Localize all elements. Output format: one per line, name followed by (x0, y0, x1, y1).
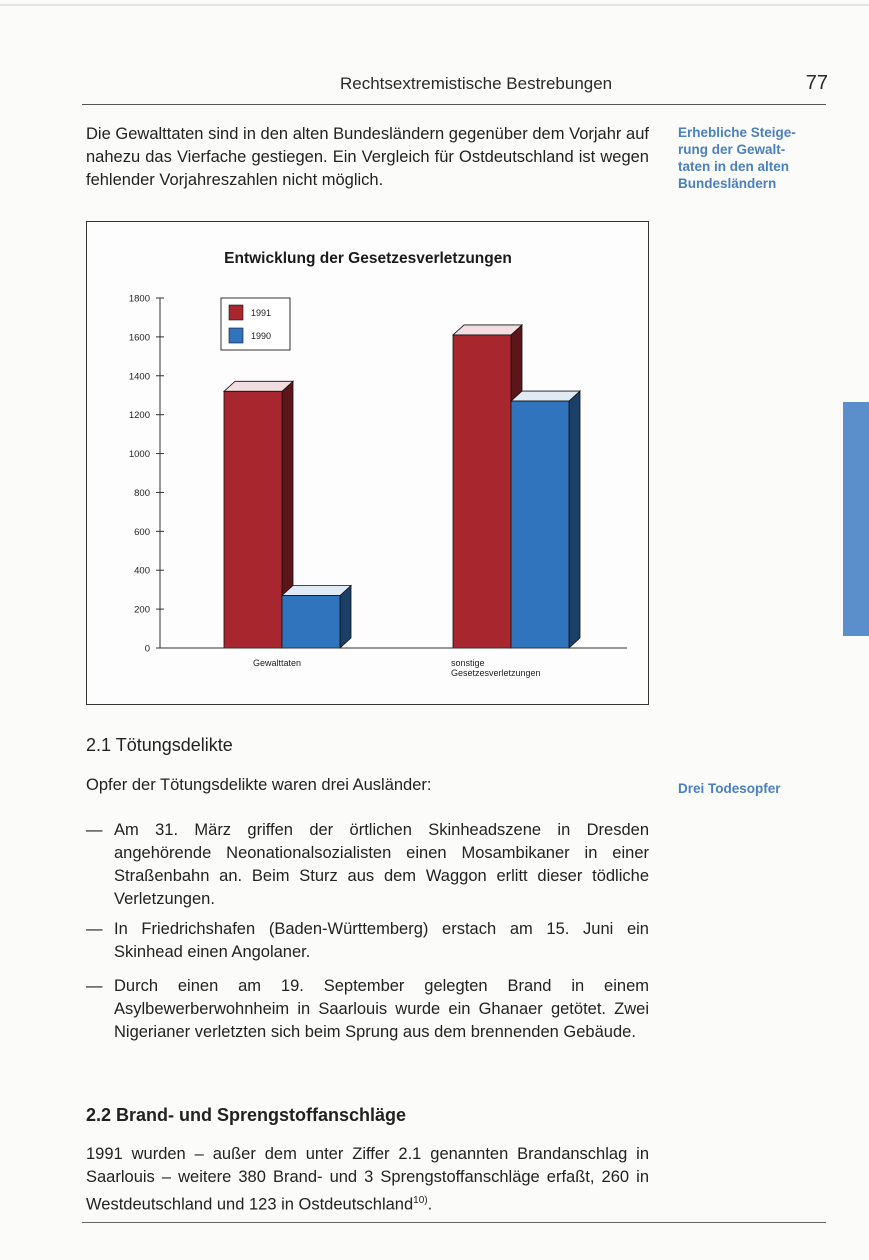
section-2-1-intro: Opfer der Tötungsdelikte waren drei Ausländer: (86, 776, 432, 794)
x-category-label: sonstige (451, 658, 485, 668)
chart-frame (86, 221, 649, 705)
y-tick-label: 1400 (128, 371, 150, 383)
intro-paragraph: Die Gewalttaten sind in den alten Bundesländern gegenüber dem Vorjahr auf nahezu das Vierfache gestiegen. Ein Vergleich für Ostdeutschland ist wegen fehlender Vorjahreszahlen nicht möglich. (86, 125, 649, 189)
end-punctuation: . (427, 1195, 433, 1214)
page-edge-tab (843, 402, 869, 636)
list-item (86, 918, 649, 964)
bars-group (224, 325, 580, 648)
list-item-text: Am 31. März griffen der örtlichen Skinheadszene in Dresden angehörende Neonationalsozialisten einen Mosambikaner in einer Straßenbahn an. Beim Sturz aus dem Waggon erlitt dieser tödliche Verletzungen. (114, 821, 649, 908)
list-dash: — (86, 920, 103, 938)
x-category-label: Gewalttaten (252, 658, 302, 668)
x-category-label: Gesetzesverletzungen (451, 668, 541, 678)
list-item (86, 975, 649, 1067)
list-item-text: Durch einen am 19. September gelegten Brand in einem Asylbewerberwohnheim in Saarlouis wurde ein Ghanaer getötet. Zwei Nigerianer verletzten sich beim Sprung aus dem brennenden Gebäude. (114, 977, 649, 1041)
list-dash: — (86, 821, 103, 839)
section-2-2-paragraph (86, 1143, 649, 1217)
legend-swatch-1991 (229, 305, 243, 320)
bar-top-1990 (511, 391, 580, 401)
list-item (86, 819, 649, 911)
margin-note-line: Erhebliche Steige- (678, 125, 796, 140)
bar-top-1990 (282, 586, 351, 596)
bar-1990 (511, 401, 569, 648)
y-tick-label: 200 (134, 604, 150, 616)
legend-label: 1991 (251, 308, 272, 318)
footer-rule (82, 1222, 826, 1223)
bar-top-1991 (224, 381, 293, 391)
y-axis (129, 294, 164, 655)
header-rule (82, 104, 826, 105)
list-dash: — (86, 977, 103, 995)
margin-note-line: rung der Gewalt- (678, 142, 786, 157)
margin-note-line: Bundesländern (678, 176, 777, 191)
legend-swatch-1990 (229, 328, 243, 343)
top-edge-rule (0, 4, 869, 6)
footnote-marker: 10) (413, 1195, 428, 1206)
y-tick-label: 1800 (128, 293, 150, 305)
bar-1991 (453, 335, 511, 648)
y-tick-label: 800 (134, 487, 150, 499)
bar-side-1990 (569, 391, 580, 648)
section-heading-2-2: 2.2 Brand- und Sprengstoffanschläge (86, 1105, 407, 1125)
margin-note-increase (678, 124, 838, 192)
margin-note-line: taten in den alten (678, 159, 790, 174)
running-header-title: Rechtsextremistische Bestrebungen (340, 74, 613, 93)
page-number: 77 (805, 72, 828, 94)
y-tick-label: 1200 (128, 410, 150, 422)
bar-1990 (282, 596, 340, 649)
y-tick-label: 400 (134, 565, 150, 577)
margin-note-victims: Drei Todesopfer (678, 781, 781, 796)
x-axis (160, 648, 627, 678)
y-tick-label: 0 (144, 643, 150, 655)
chart-legend (221, 298, 290, 350)
y-tick-label: 1000 (128, 449, 150, 461)
bar-1991 (224, 391, 282, 648)
legend-label: 1990 (251, 331, 272, 341)
bar-side-1990 (340, 586, 351, 649)
y-tick-label: 1600 (128, 332, 150, 344)
bar-chart (87, 222, 647, 703)
chart-title: Entwicklung der Gesetzesverletzungen (224, 250, 512, 267)
bar-top-1991 (453, 325, 522, 335)
y-tick-label: 600 (134, 526, 150, 538)
section-heading-2-1: 2.1 Tötungsdelikte (86, 735, 233, 755)
section-2-2-text: 1991 wurden – außer dem unter Ziffer 2.1 genannten Brandanschlag in Saarlouis – weitere 380 Brand- und 3 Sprengstoffanschläge erfaßt, 260 in Westdeutschland und 123 in Ostdeutschland (86, 1145, 649, 1214)
list-item-text: In Friedrichshafen (Baden-Württemberg) erstach am 15. Juni ein Skinhead einen Angolaner. (114, 920, 649, 961)
